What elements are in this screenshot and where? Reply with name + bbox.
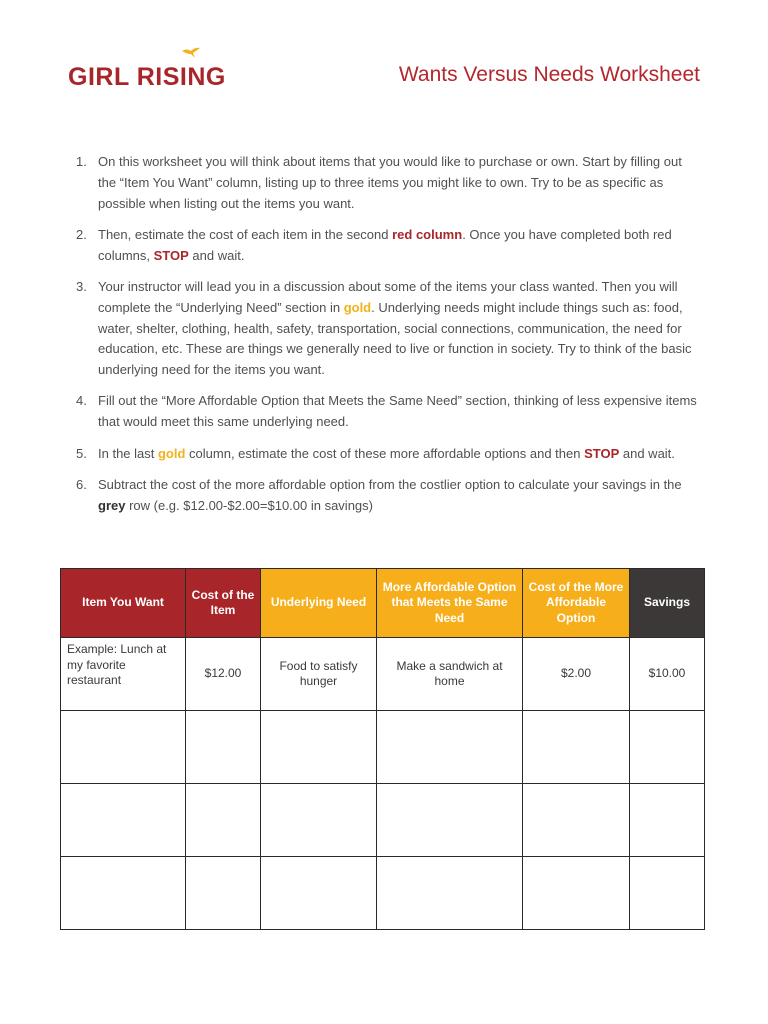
instruction-text: row (e.g. $12.00-$2.00=$10.00 in savings) [125,497,373,513]
example-row [61,638,705,711]
table-cell: Food to satisfy hunger [261,638,377,711]
instruction-number: 2. [76,226,87,242]
highlight-gold: gold [343,299,372,315]
table-header-row [61,569,705,638]
logo-text: GIRL RISING [68,63,226,91]
instruction-item [70,152,700,214]
table-cell[interactable] [186,784,261,857]
highlight-red: STOP [153,247,189,263]
table-cell[interactable] [523,711,630,784]
instruction-text: . Underlying needs might include things such as: food, water, shelter, clothing, health, safety, transportation, social connections, communication, the need for education, etc. These are things we generally need to live or function in society. Try to think of the basic underlying need for the items you want. [98,299,692,378]
table-cell[interactable] [261,711,377,784]
instruction-text: . Once you have completed both red columns, [98,226,672,263]
instruction-text: Subtract the cost of the more affordable option from the costlier option to calculate your savings in the [98,476,682,492]
instruction-item [70,225,700,267]
entry-row [61,784,705,857]
highlight-grey: grey [98,497,126,513]
bird-icon [181,46,201,60]
table-cell[interactable] [523,784,630,857]
instruction-text: Your instructor will lead you in a discussion about some of the items your class wanted. Then you will complete the “Underlying Need” section in [98,278,678,315]
instruction-item [70,277,700,381]
column-header: Cost of the Item [186,569,261,638]
instruction-number: 6. [76,476,87,492]
table-cell[interactable] [377,711,523,784]
table-cell: $2.00 [523,638,630,711]
table-cell[interactable] [630,784,705,857]
table-cell: Example: Lunch at my favorite restaurant [61,638,186,711]
table-cell[interactable] [186,711,261,784]
instruction-text: In the last [98,445,158,461]
worksheet-table [60,568,705,930]
instructions-list [70,152,700,527]
page-title: Wants Versus Needs Worksheet [398,63,700,86]
column-header: Savings [630,569,705,638]
table-cell[interactable] [186,857,261,930]
table-cell[interactable] [630,711,705,784]
column-header: Cost of the More Affordable Option [523,569,630,638]
table-cell: $12.00 [186,638,261,711]
entry-row [61,857,705,930]
table-cell[interactable] [523,857,630,930]
instruction-text: column, estimate the cost of these more affordable options and then [185,445,585,461]
table-cell[interactable] [630,857,705,930]
table-cell[interactable] [377,857,523,930]
instruction-text: Fill out the “More Affordable Option that Meets the Same Need” section, thinking of less expensive items that would meet this same underlying need. [98,393,697,430]
table-cell: Make a sandwich at home [377,638,523,711]
instruction-text: and wait. [619,445,675,461]
entry-row [61,711,705,784]
table-cell: $10.00 [630,638,705,711]
instruction-number: 5. [76,445,87,461]
table-cell[interactable] [261,784,377,857]
table-cell[interactable] [61,784,186,857]
column-header: More Affordable Option that Meets the Same Need [377,569,523,638]
table-body [61,638,705,930]
instruction-number: 1. [76,154,87,169]
instruction-item [70,391,700,433]
instruction-item [70,475,700,517]
instruction-text: and wait. [188,247,245,263]
instruction-item [70,444,700,465]
table-cell[interactable] [261,857,377,930]
column-header: Underlying Need [261,569,377,638]
instruction-text: Then, estimate the cost of each item in the second [98,226,393,242]
table-cell[interactable] [61,857,186,930]
instruction-text: On this worksheet you will think about items that you would like to purchase or own. Start by filling out the “Item You Want” column, listing up to three items you might like to own. Try to be as specific as possible when listing out the items you want. [98,154,682,211]
column-header: Item You Want [61,569,186,638]
highlight-red: STOP [584,445,620,461]
highlight-red: red column [392,226,463,242]
instruction-number: 4. [76,393,87,409]
table-cell[interactable] [61,711,186,784]
girl-rising-logo [68,46,243,94]
table-cell[interactable] [377,784,523,857]
highlight-gold: gold [157,445,186,461]
instruction-number: 3. [76,278,87,294]
